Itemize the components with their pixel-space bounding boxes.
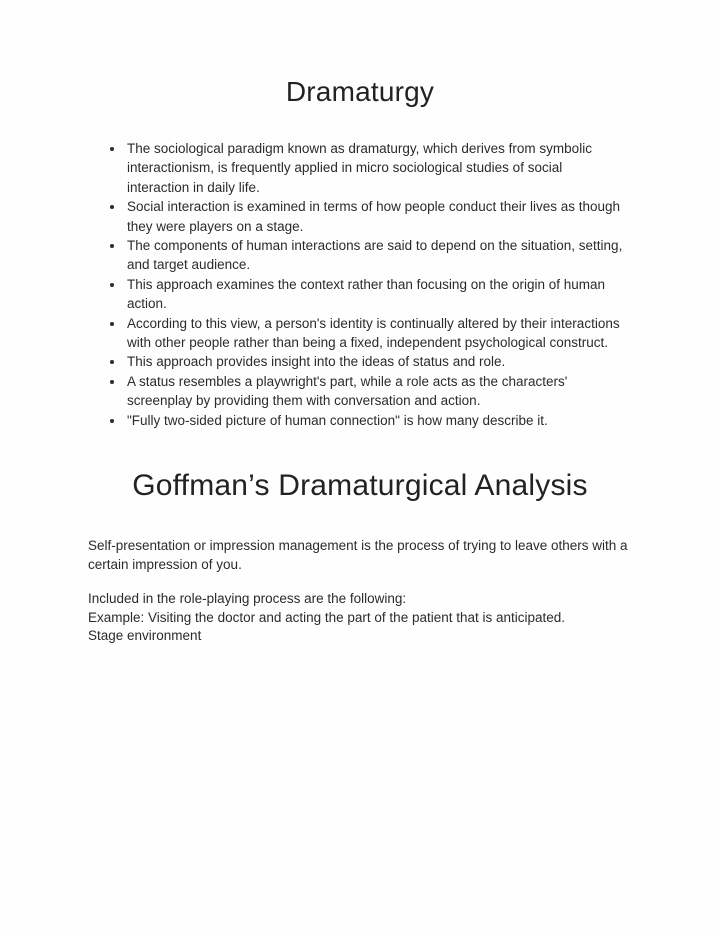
bullet-item: • The sociological paradigm known as dramaturgy, which derives from symbolic interactionism, is frequently applied in micro sociological studies of social interaction in daily life. (125, 139, 627, 197)
body-line: Stage environment (88, 628, 202, 643)
bullet-list (107, 139, 627, 430)
bullet-item: • This approach provides insight into the ideas of status and role. (125, 352, 627, 371)
bullet-item: • "Fully two-sided picture of human connection" is how many describe it. (125, 411, 627, 430)
body-paragraph-group (88, 590, 628, 646)
section-heading: Goffman’s Dramaturgical Analysis (132, 469, 588, 502)
bullet-item: • A status resembles a playwright's part, while a role acts as the characters' screenplay by providing them with conversation and action. (125, 372, 627, 411)
body-paragraph: Self-presentation or impression management is the process of trying to leave others with a certain impression of you. (88, 538, 628, 572)
bullet-item: • Social interaction is examined in terms of how people conduct their lives as though they were players on a stage. (125, 197, 627, 236)
page-title: Dramaturgy (285, 76, 435, 107)
bullet-item: • According to this view, a person's identity is continually altered by their interactions with other people rather than being a fixed, independent psychological construct. (125, 314, 627, 353)
body-line: Example: Visiting the doctor and acting the part of the patient that is anticipated. (88, 609, 566, 625)
body-line: Included in the role-playing process are the following: (88, 591, 407, 606)
bullet-item: • This approach examines the context rather than focusing on the origin of human action. (125, 275, 627, 314)
bullet-item: • The components of human interactions are said to depend on the situation, setting, and target audience. (125, 236, 627, 275)
